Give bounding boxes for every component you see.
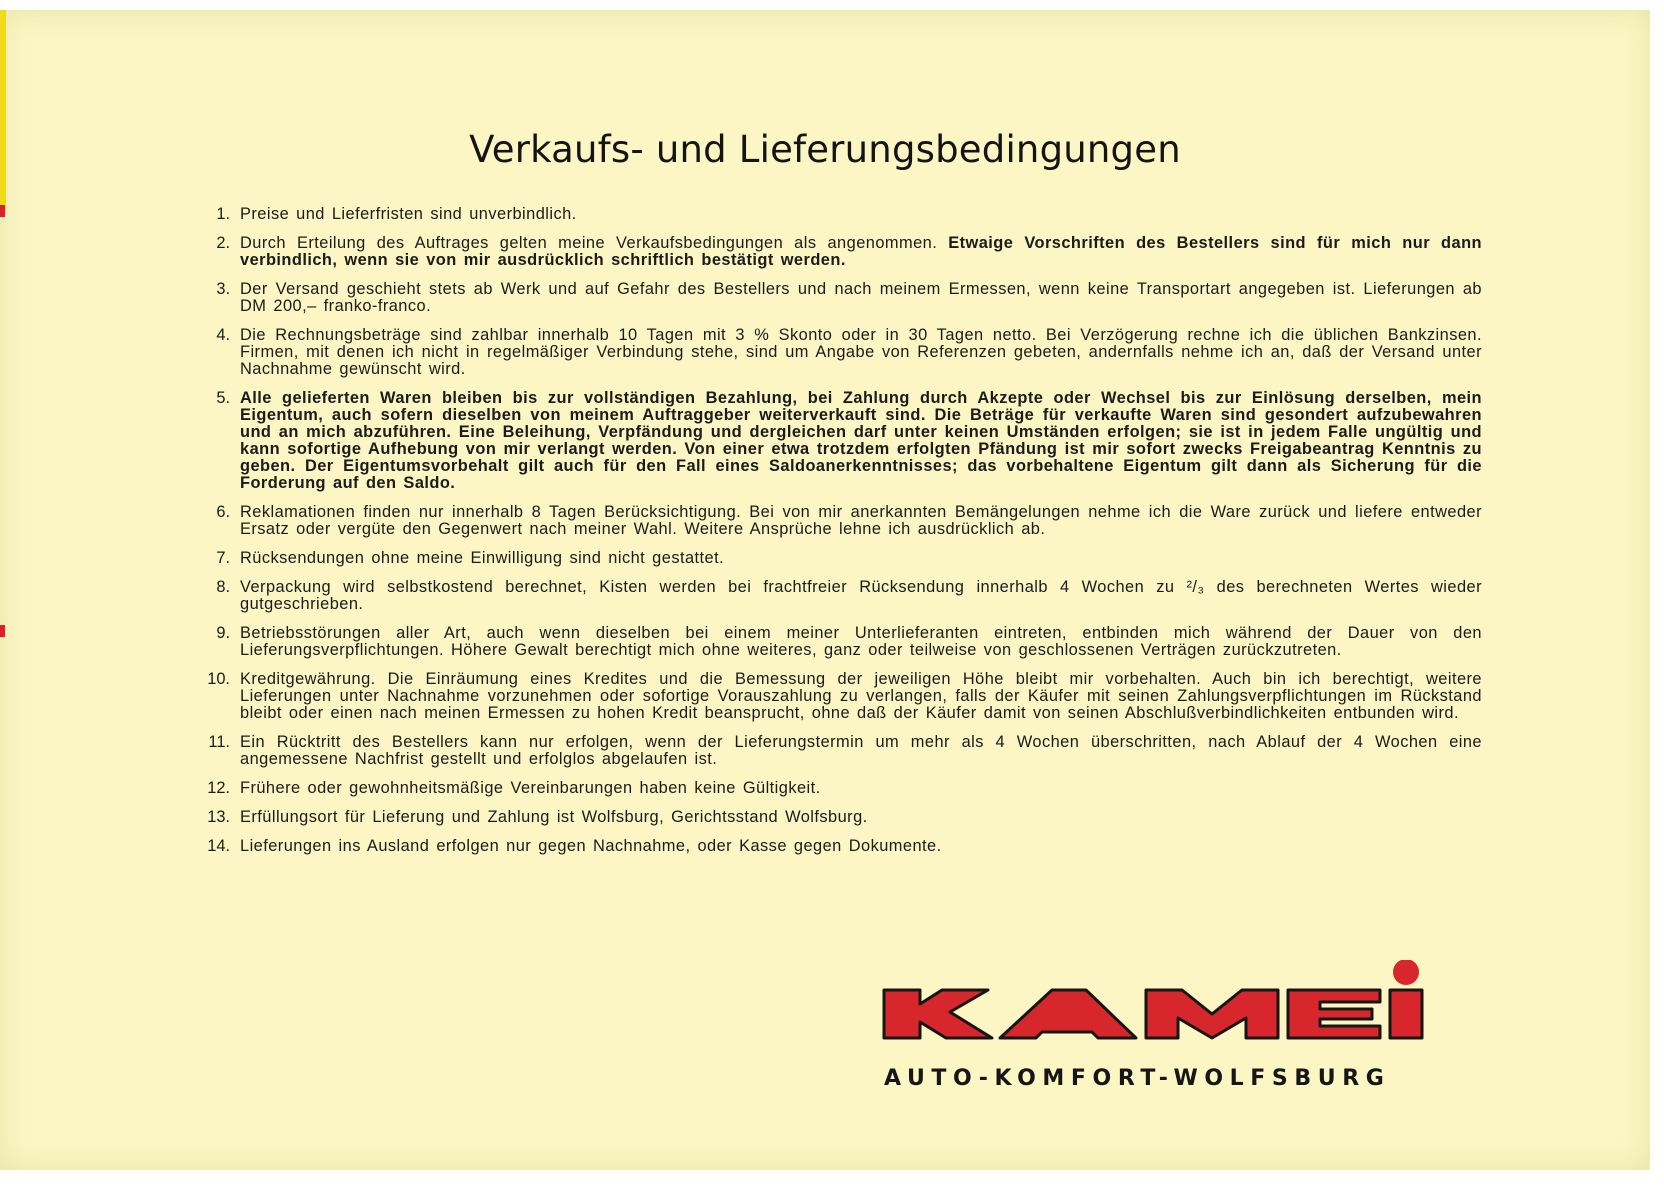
kamei-logo — [880, 960, 1460, 1040]
term-number: 12. — [207, 779, 230, 797]
term-text: Frühere oder gewohnheitsmäßige Vereinbarungen haben keine Gültigkeit. — [240, 779, 821, 797]
term-13 — [196, 809, 1482, 826]
term-6 — [196, 504, 1482, 538]
term-number: 4. — [216, 326, 230, 344]
term-number: 14. — [207, 837, 230, 855]
term-text: Reklamationen finden nur innerhalb 8 Tagen Berücksichtigung. Bei von mir anerkannten Bemängelungen nehme ich die Ware zurück und liefere entweder Ersatz oder vergüte den Gegenwert nach meiner Wahl. Weitere Ansprüche lehne ich ausdrücklich ab. — [240, 503, 1482, 538]
document-page — [0, 10, 1650, 1170]
logo-dot — [1393, 960, 1419, 985]
term-number: 9. — [216, 624, 230, 642]
term-number: 3. — [216, 280, 230, 298]
term-number: 2. — [216, 234, 230, 252]
term-11 — [196, 734, 1482, 768]
term-bold-text: Etwaige Vorschriften des Bestellers sind für mich nur dann verbindlich, wenn sie von mir ausdrücklich schriftlich bestätigt werden. — [240, 234, 1482, 269]
logo-letter-k — [884, 990, 992, 1038]
term-text: Rücksendungen ohne meine Einwilligung sind nicht gestattet. — [240, 549, 725, 567]
page-edge-mark — [0, 625, 5, 637]
term-text: Kreditgewährung. Die Einräumung eines Kredites und die Bemessung der jeweiligen Höhe bleibt mir vorbehalten. Auch bin ich berechtigt, weitere Lieferungen unter Nachnahme vorzunehmen oder sofortige Vorauszahlung zu verlangen, falls der Käufer mit seinen Zahlungsverpflichtungen im Rückstand bleibt oder einen nach meinen Ermessen zu hohen Kredit beansprucht, ohne daß der Käufer damit von seinen Abschlußverbindlichkeiten entbunden wird. — [240, 670, 1482, 722]
logo-letter-m — [1146, 990, 1278, 1038]
term-12 — [196, 780, 1482, 797]
logo-letter-e — [1288, 990, 1380, 1038]
term-text: Erfüllungsort für Lieferung und Zahlung ist Wolfsburg, Gerichtsstand Wolfsburg. — [240, 808, 868, 826]
term-7 — [196, 550, 1482, 567]
term-text: Preise und Lieferfristen sind unverbindlich. — [240, 205, 577, 223]
term-text: Die Rechnungsbeträge sind zahlbar innerhalb 10 Tagen mit 3 % Skonto oder in 30 Tagen netto. Bei Verzögerung rechne ich die üblichen Bankzinsen. Firmen, mit denen ich nicht in regelmäßiger Verbindung stehe, sind um Angabe von Referenzen gebeten, andernfalls nehme ich an, daß der Versand unter Nachnahme gewünscht wird. — [240, 326, 1482, 378]
page-title: Verkaufs- und Lieferungsbedingungen — [469, 128, 1181, 171]
term-number: 13. — [207, 808, 230, 826]
term-bold-text: Alle gelieferten Waren bleiben bis zur vollständigen Bezahlung, bei Zahlung durch Akzepte oder Wechsel bis zur Einlösung derselben, mein Eigentum, auch sofern dieselben von meinem Auftraggeber weiterverkauft sind. Die Beträge für verkaufte Waren sind gesondert aufzubewahren und an mich abzuführen. Eine Beleihung, Verpfändung und dergleichen darf unter keinen Umständen erfolgen; sie ist in jedem Falle ungültig und kann sofortige Aufhebung von mir verlangt werden. Von einer etwa trotzdem erfolgten Pfändung ist mir sofort zwecks Freigabeantrag Kenntnis zu geben. Der Eigentumsvorbehalt gilt auch für den Fall eines Saldoanerkenntnisses; das vorbehaltene Eigentum gilt dann als Sicherung für die Forderung auf den Saldo. — [240, 389, 1482, 492]
term-text: Lieferungen ins Ausland erfolgen nur gegen Nachnahme, oder Kasse gegen Dokumente. — [240, 837, 942, 855]
term-number: 8. — [216, 578, 230, 596]
logo-letter-i — [1390, 990, 1422, 1038]
term-text: Ein Rücktritt des Bestellers kann nur erfolgen, wenn der Lieferungstermin um mehr als 4 Wochen überschritten, nach Ablauf der 4 Wochen eine angemessene Nachfrist gestellt und erfolglos abgelaufen ist. — [240, 733, 1482, 768]
term-number: 10. — [207, 670, 230, 688]
term-number: 6. — [216, 503, 230, 521]
term-number: 7. — [216, 549, 230, 567]
term-text: Betriebsstörungen aller Art, auch wenn dieselben bei einem meiner Unterlieferanten eintreten, entbinden mich während der Dauer von den Lieferungsverpflichtungen. Höhere Gewalt berechtigt mich ohne weiteres, ganz oder teilweise von geschlossenen Verträgen zurückzutreten. — [240, 624, 1482, 659]
term-number: 1. — [216, 205, 230, 223]
term-8 — [196, 579, 1482, 613]
term-text: Der Versand geschieht stets ab Werk und auf Gefahr des Bestellers und nach meinem Ermessen, wenn keine Transportart angegeben ist. Lieferungen ab DM 200,– franko-franco. — [240, 280, 1482, 315]
term-text — [240, 390, 1482, 492]
term-text: Verpackung wird selbstkostend berechnet, Kisten werden bei frachtfreier Rücksendung innerhalb 4 Wochen zu ²/₃ des berechneten Wertes wieder gutgeschrieben. — [240, 578, 1482, 613]
term-text: Durch Erteilung des Auftrages gelten meine Verkaufsbedingungen als angenommen. Etwaige Vorschriften des Bestellers sind für mich nur dann verbindlich, wenn sie von mir ausdrücklich schriftlich bestätigt werden. — [240, 234, 1482, 269]
term-14 — [196, 838, 1482, 855]
term-10 — [196, 671, 1482, 722]
terms-list — [196, 206, 1482, 867]
page-edge-mark — [0, 205, 5, 217]
brand-slogan: AUTO-KOMFORT-WOLFSBURG — [884, 1066, 1391, 1091]
term-number: 5. — [216, 389, 230, 407]
term-2 — [196, 235, 1482, 269]
term-1 — [196, 206, 1482, 223]
page-edge-stripe — [0, 10, 6, 210]
term-9 — [196, 625, 1482, 659]
logo-letter-a — [1000, 990, 1136, 1038]
term-4 — [196, 327, 1482, 378]
term-5 — [196, 390, 1482, 492]
term-3 — [196, 281, 1482, 315]
term-number: 11. — [208, 733, 230, 751]
